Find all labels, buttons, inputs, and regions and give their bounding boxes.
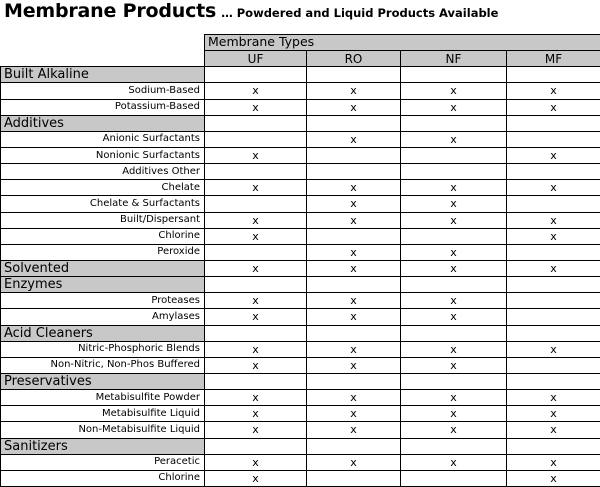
section-filler-cell [401,115,507,131]
section-label: Additives [1,115,205,131]
mark-cell: x [307,422,401,438]
table-row [1,357,600,373]
table-row [1,390,600,406]
section-row [1,438,600,454]
membrane-types-header: Membrane Types [205,35,600,51]
section-filler-cell [307,373,401,389]
mark-cell [401,147,507,163]
mark-cell: x [401,406,507,422]
mark-cell: x [307,454,401,470]
table-row [1,99,600,115]
table-row [1,422,600,438]
table-row [1,147,600,163]
mark-cell [307,147,401,163]
section-label: Preservatives [1,373,205,389]
mark-cell: x [307,293,401,309]
row-label: Proteases [1,293,205,309]
row-label: Nitric-Phosphoric Blends [1,341,205,357]
membrane-products-table [0,34,600,487]
section-filler-cell [507,373,600,389]
mark-cell [205,131,307,147]
row-label: Built/Dispersant [1,212,205,228]
row-label: Metabisulfite Liquid [1,406,205,422]
mark-cell: x [401,99,507,115]
section-filler-cell [205,438,307,454]
section-filler-cell [307,115,401,131]
section-row [1,115,600,131]
mark-cell: x [401,357,507,373]
mark-cell: x [401,341,507,357]
mark-cell: x [307,196,401,212]
table-row [1,83,600,99]
mark-cell: x [205,212,307,228]
section-filler-cell [205,277,307,293]
mark-cell: x [205,260,307,276]
mark-cell: x [307,406,401,422]
mark-cell: x [507,260,600,276]
mark-cell: x [307,180,401,196]
mark-cell [507,196,600,212]
mark-cell: x [205,341,307,357]
row-label: Amylases [1,309,205,325]
mark-cell: x [307,341,401,357]
blank-corner-cell [1,35,205,51]
row-label: Non-Nitric, Non-Phos Buffered [1,357,205,373]
section-filler-cell [507,277,600,293]
page-title [4,0,498,26]
mark-cell [507,357,600,373]
subtitle-text: … Powdered and Liquid Products Available [221,6,499,20]
section-label: Solvented [1,260,205,276]
section-filler-cell [507,325,600,341]
mark-cell: x [507,99,600,115]
mark-cell [507,293,600,309]
column-header-row [1,51,600,67]
mark-cell: x [507,212,600,228]
mark-cell: x [401,180,507,196]
mark-cell: x [507,341,600,357]
table-row [1,293,600,309]
mark-cell [205,196,307,212]
section-row [1,373,600,389]
mark-cell [307,164,401,180]
section-filler-cell [205,373,307,389]
mark-cell: x [401,422,507,438]
column-header-mf: MF [507,51,600,67]
section-row [1,67,600,83]
mark-cell: x [401,454,507,470]
section-filler-cell [507,115,600,131]
table-row [1,470,600,486]
mark-cell: x [507,180,600,196]
table-row [1,244,600,260]
section-filler-cell [205,325,307,341]
mark-cell: x [205,309,307,325]
mark-cell [401,228,507,244]
mark-cell: x [507,228,600,244]
mark-cell: x [507,470,600,486]
section-filler-cell [507,438,600,454]
mark-cell: x [401,293,507,309]
section-filler-cell [307,67,401,83]
mark-cell: x [205,422,307,438]
mark-cell: x [401,131,507,147]
mark-cell [205,164,307,180]
row-label: Chelate & Surfactants [1,196,205,212]
mark-cell: x [307,244,401,260]
section-filler-cell [205,115,307,131]
mark-cell [307,470,401,486]
group-header-row [1,35,600,51]
column-header-nf: NF [401,51,507,67]
mark-cell: x [507,390,600,406]
mark-cell: x [507,83,600,99]
section-filler-cell [507,67,600,83]
section-filler-cell [401,325,507,341]
section-label: Sanitizers [1,438,205,454]
mark-cell: x [507,422,600,438]
row-label: Sodium-Based [1,83,205,99]
mark-cell: x [307,212,401,228]
section-filler-cell [401,373,507,389]
table-row [1,454,600,470]
mark-cell: x [307,131,401,147]
mark-cell: x [205,228,307,244]
mark-cell: x [507,147,600,163]
row-label: Non-Metabisulfite Liquid [1,422,205,438]
mark-cell: x [307,260,401,276]
section-filler-cell [205,67,307,83]
mark-cell: x [307,357,401,373]
table-row [1,164,600,180]
section-filler-cell [307,277,401,293]
table-row [1,406,600,422]
mark-cell [507,244,600,260]
row-label: Chelate [1,180,205,196]
mark-cell: x [307,390,401,406]
table-row [1,180,600,196]
mark-cell: x [205,83,307,99]
table-row [1,212,600,228]
table-row [1,131,600,147]
mark-cell: x [401,309,507,325]
title-text: Membrane Products [4,0,217,22]
mark-cell: x [401,390,507,406]
table-row [1,341,600,357]
section-filler-cell [401,277,507,293]
mark-cell: x [205,99,307,115]
mark-cell: x [401,212,507,228]
row-label: Metabisulfite Powder [1,390,205,406]
mark-cell: x [401,260,507,276]
section-label: Acid Cleaners [1,325,205,341]
column-header-uf: UF [205,51,307,67]
row-label: Chlorine [1,228,205,244]
section-filler-cell [401,438,507,454]
section-filler-cell [307,325,401,341]
section-label: Enzymes [1,277,205,293]
mark-cell: x [401,244,507,260]
mark-cell: x [507,406,600,422]
mark-cell [507,131,600,147]
section-row [1,260,600,276]
mark-cell [507,164,600,180]
table-row [1,228,600,244]
row-label: Additives Other [1,164,205,180]
row-label: Potassium-Based [1,99,205,115]
row-label: Chlorine [1,470,205,486]
table-row [1,196,600,212]
row-label: Peracetic [1,454,205,470]
mark-cell: x [205,454,307,470]
mark-cell: x [205,147,307,163]
section-row [1,325,600,341]
mark-cell [307,228,401,244]
row-label: Peroxide [1,244,205,260]
mark-cell: x [307,309,401,325]
mark-cell: x [205,293,307,309]
mark-cell: x [205,357,307,373]
mark-cell [507,309,600,325]
mark-cell: x [401,196,507,212]
table-row [1,309,600,325]
row-label: Nonionic Surfactants [1,147,205,163]
section-label: Built Alkaline [1,67,205,83]
mark-cell: x [307,99,401,115]
mark-cell: x [205,470,307,486]
blank-corner-cell [1,51,205,67]
section-row [1,277,600,293]
row-label: Anionic Surfactants [1,131,205,147]
column-header-ro: RO [307,51,401,67]
section-filler-cell [401,67,507,83]
mark-cell [205,244,307,260]
mark-cell: x [205,390,307,406]
mark-cell: x [307,83,401,99]
mark-cell [401,164,507,180]
mark-cell: x [205,406,307,422]
section-filler-cell [307,438,401,454]
mark-cell: x [401,83,507,99]
mark-cell: x [205,180,307,196]
mark-cell: x [507,454,600,470]
mark-cell [401,470,507,486]
